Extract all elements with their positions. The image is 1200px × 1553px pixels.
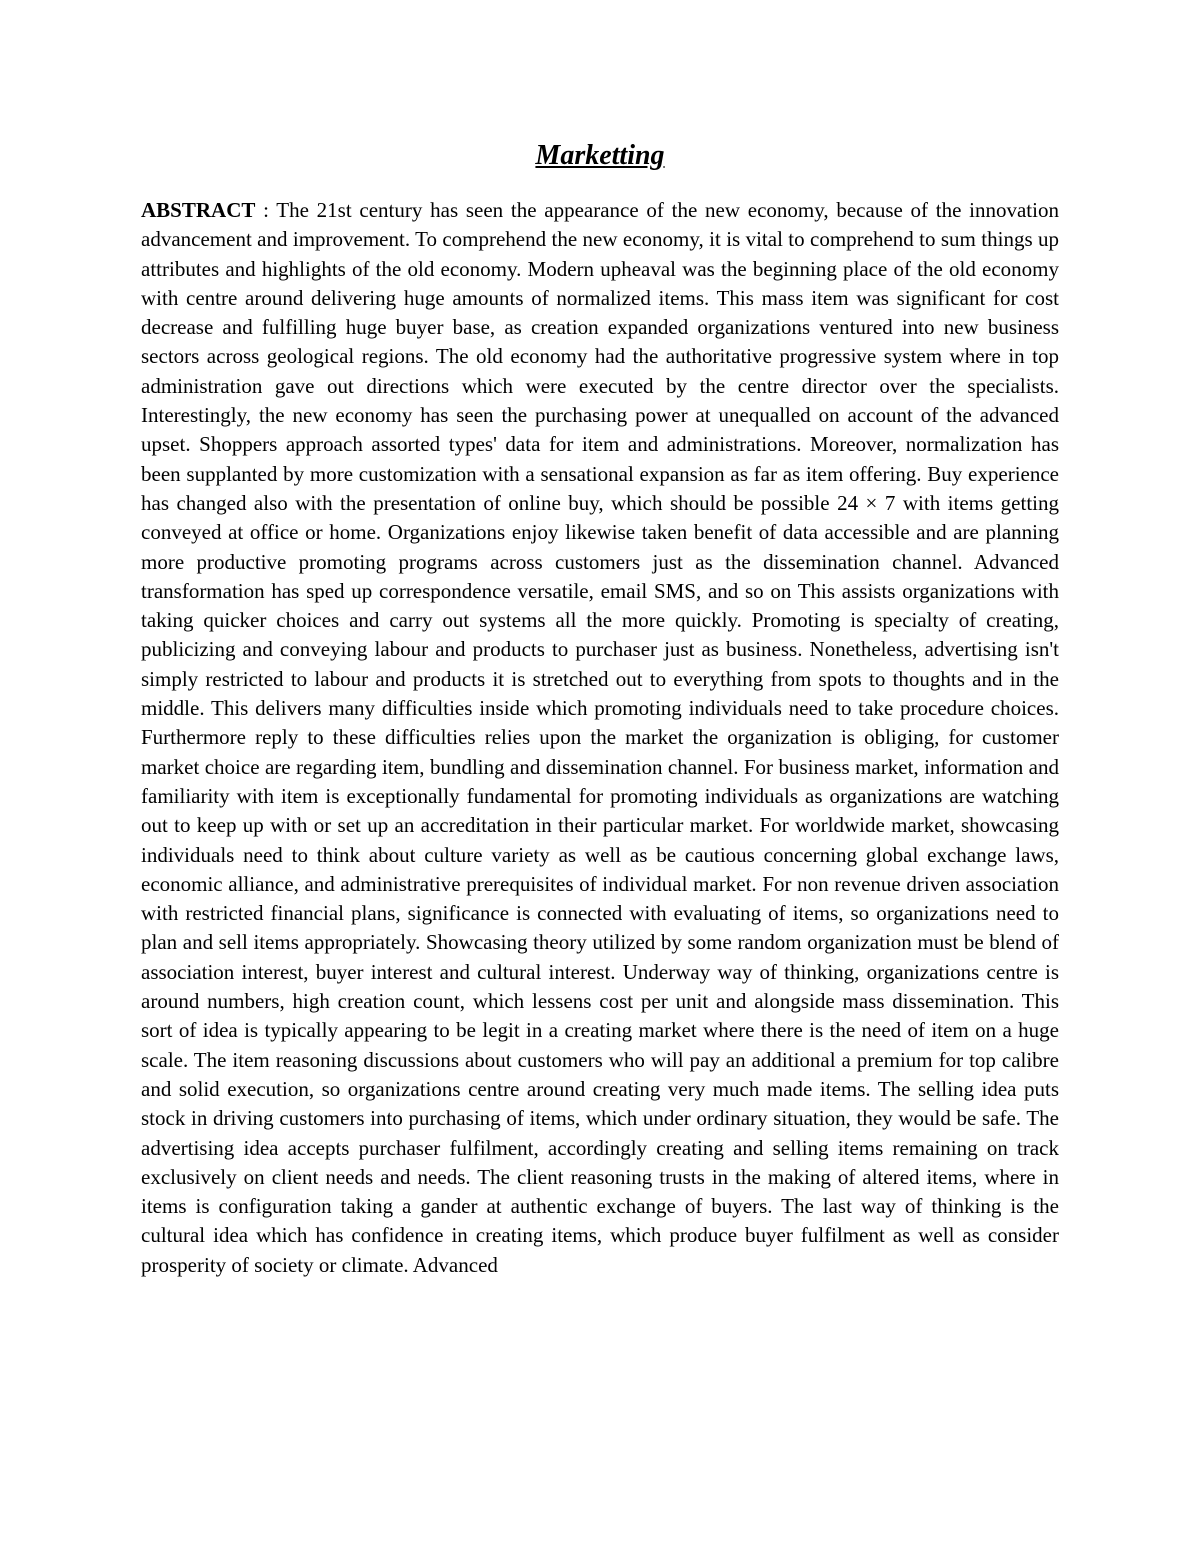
abstract-label: ABSTRACT [141, 198, 256, 222]
abstract-separator: : [255, 198, 277, 222]
document-title: Marketting [535, 140, 665, 171]
abstract-paragraph [141, 196, 1059, 1280]
abstract-text: The 21st century has seen the appearance of the new economy, because of the innovation advancement and improvement. To comprehend the new economy, it is vital to comprehend to sum things up attributes and highlights of the old economy. Modern upheaval was the beginning place of the old economy with centre around delivering huge amounts of normalized items. This mass item was significant for cost decrease and fulfilling huge buyer base, as creation expanded organizations ventured into new business sectors across geological regions. The old economy had the authoritative progressive system where in top administration gave out directions which were executed by the centre director over the specialists. Interestingly, the new economy has seen the purchasing power at unequalled on account of the advanced upset. Shoppers approach assorted types' data for item and administrations. Moreover, normalization has been supplanted by more customization with a sensational expansion as far as item offering. Buy experience has changed also with the presentation of online buy, which should be possible 24 × 7 with items getting conveyed at office or home. Organizations enjoy likewise taken benefit of data accessible and are planning more productive promoting programs across customers just as the dissemination channel. Advanced transformation has sped up correspondence versatile, email SMS, and so on This assists organizations with taking quicker choices and carry out systems all the more quickly. Promoting is specialty of creating, publicizing and conveying labour and products to purchaser just as business. Nonetheless, advertising isn't simply restricted to labour and products it is stretched out to everything from spots to thoughts and in the middle. This delivers many difficulties inside which promoting individuals need to take procedure choices. Furthermore reply to these difficulties relies upon the market the organization is obliging, for customer market choice are regarding item, bundling and dissemination channel. For business market, information and familiarity with item is exceptionally fundamental for promoting individuals as organizations are watching out to keep up with or set up an accreditation in their particular market. For worldwide market, showcasing individuals need to think about culture variety as well as be cautious concerning global exchange laws, economic alliance, and administrative prerequisites of individual market. For non revenue driven association with restricted financial plans, significance is connected with evaluating of items, so organizations need to plan and sell items appropriately. Showcasing theory utilized by some random organization must be blend of association interest, buyer interest and cultural interest. Underway way of thinking, organizations centre is around numbers, high creation count, which lessens cost per unit and alongside mass dissemination. This sort of idea is typically appearing to be legit in a creating market where there is the need of item on a huge scale. The item reasoning discussions about customers who will pay an additional a premium for top calibre and solid execution, so organizations centre around creating very much made items. The selling idea puts stock in driving customers into purchasing of items, which under ordinary situation, they would be safe. The advertising idea accepts purchaser fulfilment, accordingly creating and selling items remaining on track exclusively on client needs and needs. The client reasoning trusts in the making of altered items, where in items is configuration taking a gander at authentic exchange of buyers. The last way of thinking is the cultural idea which has confidence in creating items, which produce buyer fulfilment as well as consider prosperity of society or climate. Advanced [141, 198, 1059, 1277]
